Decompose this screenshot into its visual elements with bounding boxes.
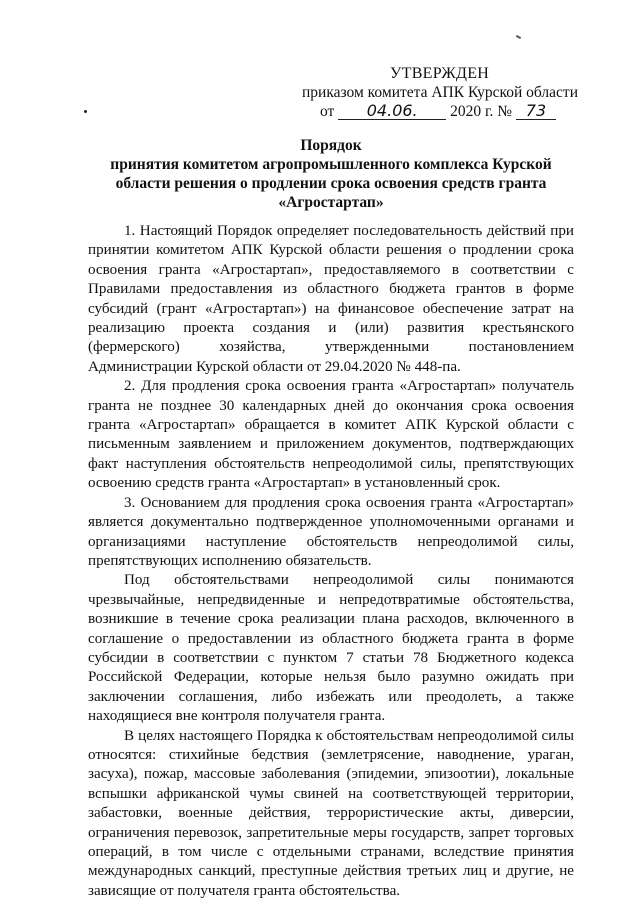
document-body (88, 222, 574, 901)
approval-title: УТВЕРЖДЕН (390, 65, 490, 82)
paragraph-2: 2. Для продления срока освоения гранта «Агростартап» получатель гранта не позднее 30 календарных дней до окончания срока освоения гранта «Агростартап» обращается в комитет АПК Курской области с письменным заявлением и приложением документов, подтверждающих факт наступления обстоятельств непреодолимой силы, препятствующих освоению средств гранта «Агростартап» в установленный срок. (88, 378, 574, 492)
approval-block (302, 64, 602, 121)
date-prefix: от (320, 103, 335, 120)
approval-date-line (302, 102, 602, 121)
document-heading (96, 136, 566, 212)
paragraph-3: 3. Основанием для продления срока освоения гранта «Агростартап» является документально подтвержденное уполномоченными органами и организациями наступление обстоятельств непреодолимой силы, препятствующих исполнению обязательств. (88, 494, 574, 569)
paragraph-4: Под обстоятельствами непреодолимой силы понимаются чрезвычайные, непредвиденные и непредотвратимые обстоятельства, возникшие в течение срока реализации плана расходов, включенного в соглашение о предоставлении из областного бюджета гранта в форме субсидии в соответствии с пунктом 7 статьи 78 Бюджетного кодекса Российской Федерации, которые нельзя было разумно ожидать при заключении соглашения, либо избежать или преодолеть, а также находящиеся вне контроля получателя гранта. (88, 572, 574, 725)
paragraph-5: В целях настоящего Порядка к обстоятельствам непреодолимой силы относятся: стихийные бедствия (землетрясение, наводнение, ураган, засуха), пожар, массовые заболевания (эпидемии, эпизоотии), локальные вспышки африканской чумы свиней на соответствующей территории, забастовки, военные действия, террористические акты, диверсии, ограничения перевозок, запретительные меры государств, запрет торговых операций, в том числе с отдельными странами, вследствие принятия международных санкций, преступные действия третьих лиц и другие, не зависящие от получателя гранта обстоятельства. (88, 727, 574, 899)
year-text: 2020 г. № (450, 103, 513, 120)
heading-subtitle: принятия комитетом агропромышленного комплекса Курской области решения о продлении срока освоения средств гранта «Агростартап» (110, 156, 552, 211)
scan-dot (84, 110, 87, 113)
scan-mark (516, 35, 521, 39)
handwritten-date: 04.06. (338, 103, 446, 120)
paragraph-1: 1. Настоящий Порядок определяет последовательность действий при принятии комитетом АПК Курской области решения о продлении срока освоения гранта «Агростартап», предоставляемого в соответствии с Правилами предоставления из областного бюджета грантов в форме субсидий (грант «Агростартап») на финансовое обеспечение затрат на реализацию проекта создания и (или) развития крестьянского (фермерского) хозяйства, утвержденными постановлением Администрации Курской области от 29.04.2020 № 448-па. (88, 223, 574, 375)
approval-order-line: приказом комитета АПК Курской области (302, 84, 578, 101)
handwritten-number: 73 (516, 103, 556, 120)
heading-title: Порядок (300, 137, 362, 154)
